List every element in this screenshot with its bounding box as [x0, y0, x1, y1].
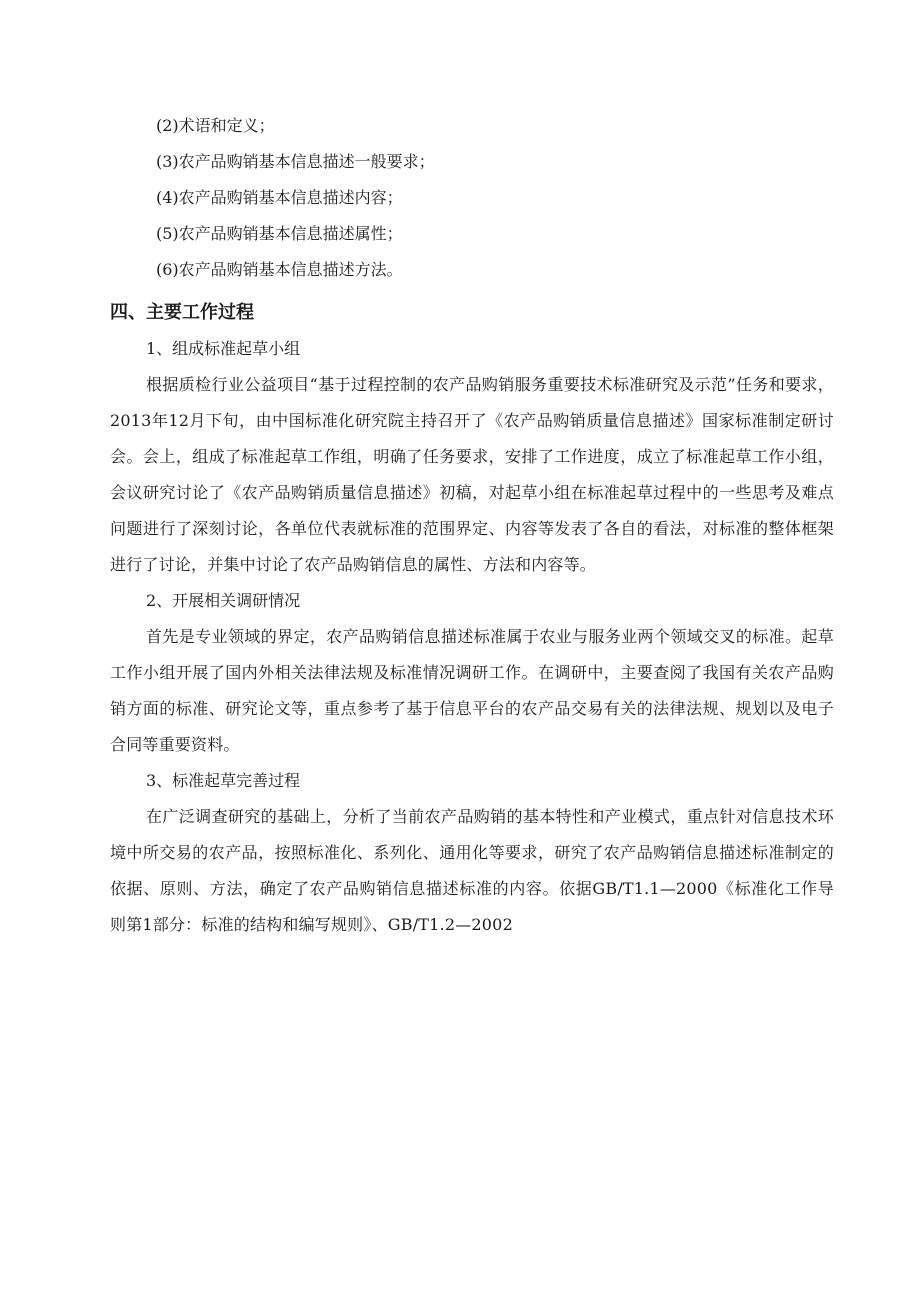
subheading-drafting-group: 1、组成标准起草小组	[146, 339, 301, 358]
paragraph-drafting-group: 根据质检行业公益项目“基于过程控制的农产品购销服务重要技术标准研究及示范”任务和要求，2013年12月下旬，由中国标准化研究院主持召开了《农产品购销质量信息描述》国家标准制定研讨会。会上，组成了标准起草工作组，明确了任务要求，安排了工作进度，成立了标准起草工作小组，会议研究讨论了《农产品购销质量信息描述》初稿，对起草小组在标准起草过程中的一些思考及难点问题进行了深刻讨论，各单位代表就标准的范围界定、内容等发表了各自的看法，对标准的整体框架进行了讨论，并集中讨论了农产品购销信息的属性、方法和内容等。	[110, 375, 834, 574]
subheading-research: 2、开展相关调研情况	[146, 591, 301, 610]
section-heading-work-process: 四、主要工作过程	[110, 302, 254, 323]
list-item-6: (6)农产品购销基本信息描述方法。	[156, 260, 403, 279]
paragraph-research: 首先是专业领域的界定，农产品购销信息描述标准属于农业与服务业两个领域交叉的标准。起草工作小组开展了国内外相关法律法规及标准情况调研工作。在调研中，主要查阅了我国有关农产品购销方面的标准、研究论文等，重点参考了基于信息平台的农产品交易有关的法律法规、规划以及电子合同等重要资料。	[110, 627, 834, 754]
document-page	[110, 108, 834, 943]
paragraph-drafting-process: 在广泛调查研究的基础上，分析了当前农产品购销的基本特性和产业模式，重点针对信息技术环境中所交易的农产品，按照标准化、系列化、通用化等要求，研究了农产品购销信息描述标准制定的依据、原则、方法，确定了农产品购销信息描述标准的内容。依据GB/T1.1—2000《标准化工作导则第1部分：标准的结构和编写规则》、GB/T1.2—2002	[110, 807, 834, 934]
list-item-3: (3)农产品购销基本信息描述一般要求；	[156, 152, 435, 171]
list-item-4: (4)农产品购销基本信息描述内容；	[156, 188, 403, 207]
subheading-drafting-process: 3、标准起草完善过程	[146, 771, 301, 790]
list-item-2: (2)术语和定义；	[156, 116, 275, 135]
list-item-5: (5)农产品购销基本信息描述属性；	[156, 224, 403, 243]
